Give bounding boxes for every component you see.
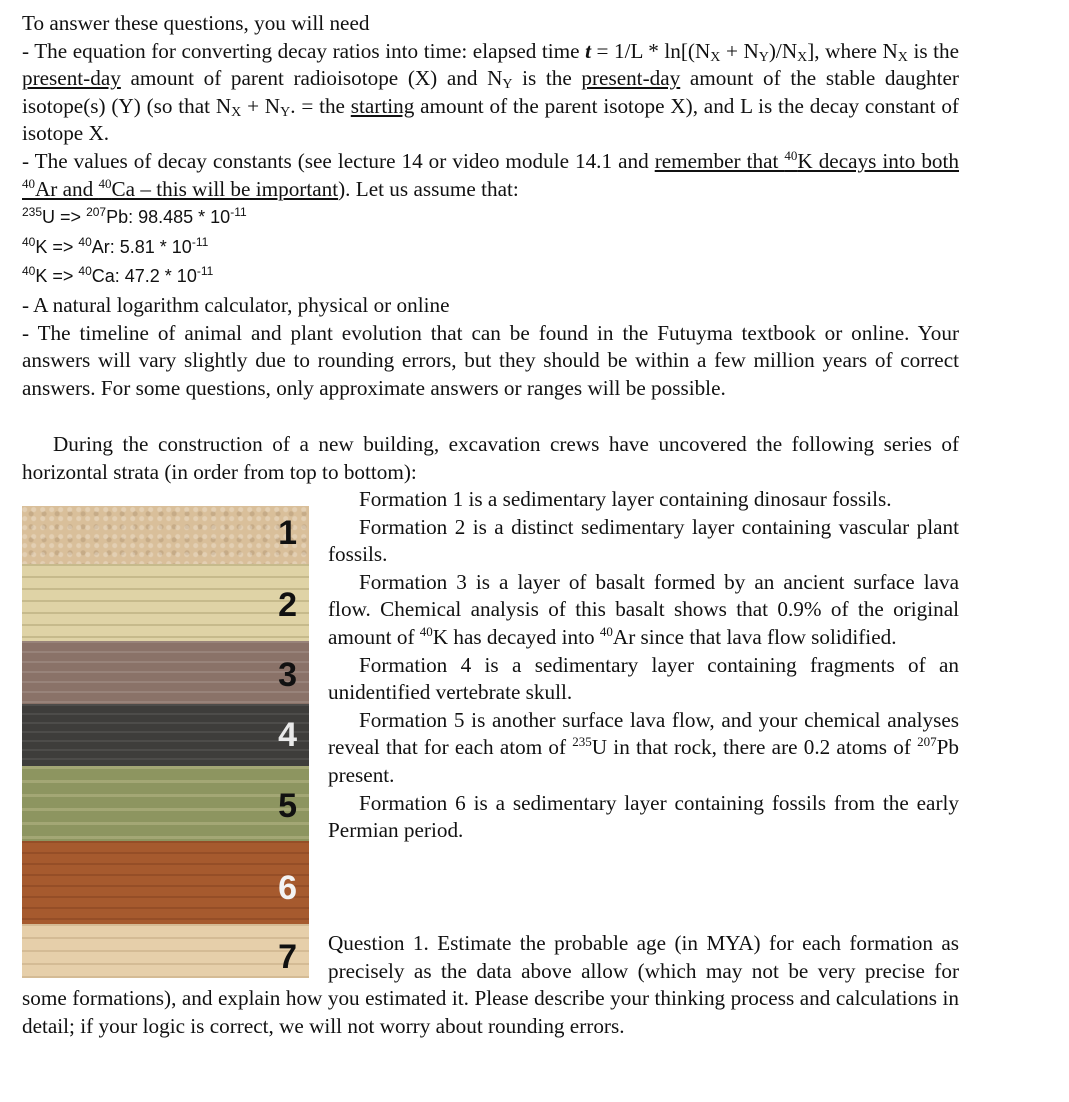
formation-1-text: Formation 1 is a sedimentary layer containing dinosaur fossils.: [359, 487, 892, 511]
stratum-3: [22, 641, 309, 704]
timeline-line: - The timeline of animal and plant evolution that can be found in the Futuyma textbook or online. Your answers will vary slightly due to rounding errors, but they should be within a few million years of correct answers. For some questions, only approximate answers or ranges will be possible.: [22, 320, 959, 400]
equation-line: - The equation for converting decay ratios into time: elapsed time $t = 1/L * \ln[(N_X + N_Y)/N_X]$, where $N_X$ is the present-day amount of parent radioisotope (X) and $N_Y$ is the present-day amount of the stable daughter isotope(s) (Y) (so that $N_X + N_Y$. = the starting amount of the parent isotope X), and L is the decay constant of isotope X.: [22, 38, 960, 146]
stratum-6: [22, 841, 309, 924]
formation-4-text: Formation 4 is a sedimentary layer containing fragments of an unidentified vertebrate skull.: [328, 652, 959, 705]
intro-line: To answer these questions, you will need: [22, 11, 370, 35]
stratum-label-4: 4: [278, 716, 297, 754]
stratum-2: [22, 564, 309, 641]
formation-3-text: Formation 3 is a layer of basalt formed by an ancient surface lava flow. Chemical analysis of this basalt shows that 0.9% of the original amount of $^{40}$K has decayed into $^{40}$Ar since that lava flow solidified.: [328, 569, 959, 649]
stratum-label-3: 3: [278, 656, 297, 694]
constant-k-ca: $^{40}$K => $^{40}$Ca: $47.2 * 10^{-11}$: [22, 264, 214, 286]
formations-text: [328, 486, 959, 845]
formation-5-text: Formation 5 is another surface lava flow, and your chemical analyses reveal that for each atom of $^{235}$U in that rock, there are 0.2 atoms of $^{207}$Pb present.: [328, 707, 960, 787]
strata-illustration: [22, 506, 309, 978]
intro-paragraph: [22, 10, 959, 203]
stratum-5: [22, 766, 309, 841]
stratum-4: [22, 704, 309, 766]
constant-u-pb: $^{235}$U => $^{207}$Pb: $98.485 * 10^{-11}$: [22, 205, 247, 227]
stratum-label-7: 7: [278, 938, 297, 976]
stratum-label-5: 5: [278, 787, 297, 825]
constant-k-ar: $^{40}$K => $^{40}$Ar: $5.81 * 10^{-11}$: [22, 235, 209, 257]
intro-tools: [22, 292, 959, 402]
stratum-label-2: 2: [278, 586, 297, 624]
stratum-label-1: 1: [278, 514, 297, 552]
stratum-label-6: 6: [278, 869, 297, 907]
formation-6-text: Formation 6 is a sedimentary layer containing fossils from the early Permian period.: [328, 790, 959, 843]
constants-line: - The values of decay constants (see lecture 14 or video module 14.1 and remember that $^{40}$K decays into both $^{40}$Ar and $^{40}$Ca – this will be important). Let us assume that:: [22, 147, 960, 201]
scenario-paragraph: During the construction of a new building, excavation crews have uncovered the following series of horizontal strata (in order from top to bottom):: [22, 432, 959, 484]
stratum-1: [22, 506, 309, 564]
formation-2-text: Formation 2 is a distinct sedimentary layer containing vascular plant fossils.: [328, 514, 959, 567]
calculator-line: - A natural logarithm calculator, physical or online: [22, 293, 450, 317]
question-1: Question 1. Estimate the probable age (in MYA) for each formation as precisely as the data above allow (which may not be very precise for some formations), and explain how you estimated it. Please describe your thinking process and calculations in detail; if your logic is correct, we will not worry about rounding errors.: [22, 931, 959, 1038]
